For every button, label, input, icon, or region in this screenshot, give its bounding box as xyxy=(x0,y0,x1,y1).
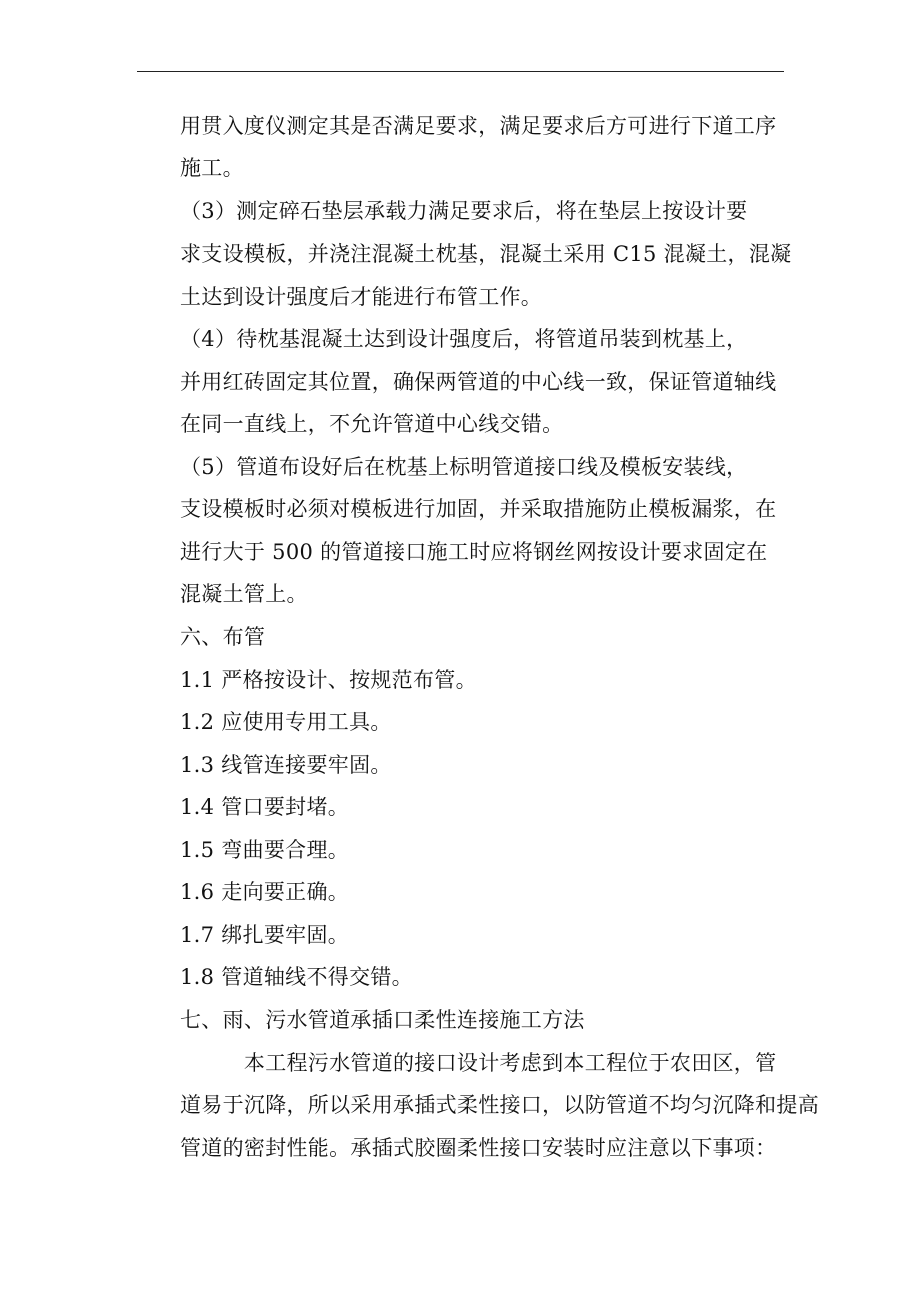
text-line: 支设模板时必须对模板进行加固，并采取措施防止模板漏浆，在 xyxy=(180,497,777,521)
paragraph-5-line: （5）管道布设好后在枕基上标明管道接口线及模板安装线， xyxy=(180,455,748,479)
list-item: 1.6 走向要正确。 xyxy=(180,880,350,904)
text-line: 求支设模板，并浇注混凝土枕基，混凝土采用 C15 混凝土，混凝 xyxy=(180,242,792,266)
list-item: 1.2 应使用专用工具。 xyxy=(180,710,392,734)
paragraph-line: 本工程污水管道的接口设计考虑到本工程位于农田区，管 xyxy=(180,1051,777,1075)
text-line: 施工。 xyxy=(180,156,244,180)
header-rule xyxy=(137,71,784,72)
section-heading: 七、雨、污水管道承插口柔性连接施工方法 xyxy=(180,1008,585,1032)
list-item: 1.1 严格按设计、按规范布管。 xyxy=(180,668,477,692)
text-line: 在同一直线上，不允许管道中心线交错。 xyxy=(180,412,564,436)
paragraph-3-line: （3）测定碎石垫层承载力满足要求后，将在垫层上按设计要 xyxy=(180,199,748,223)
list-item: 1.7 绑扎要牢固。 xyxy=(180,923,350,947)
paragraph-line: 道易于沉降，所以采用承插式柔性接口，以防管道不均匀沉降和提高 xyxy=(180,1093,819,1117)
list-item: 1.4 管口要封堵。 xyxy=(180,795,350,819)
list-item: 1.8 管道轴线不得交错。 xyxy=(180,965,413,989)
text-line: 混凝土管上。 xyxy=(180,582,308,606)
paragraph-line: 管道的密封性能。承插式胶圈柔性接口安装时应注意以下事项： xyxy=(180,1136,777,1160)
text-line: 用贯入度仪测定其是否满足要求，满足要求后方可进行下道工序 xyxy=(180,114,777,138)
text-line: 进行大于 500 的管道接口施工时应将钢丝网按设计要求固定在 xyxy=(180,540,768,564)
list-item: 1.5 弯曲要合理。 xyxy=(180,838,350,862)
text-line: 并用红砖固定其位置，确保两管道的中心线一致，保证管道轴线 xyxy=(180,370,777,394)
list-item: 1.3 线管连接要牢固。 xyxy=(180,753,392,777)
section-heading: 六、布管 xyxy=(180,625,266,649)
text-line: 土达到设计强度后才能进行布管工作。 xyxy=(180,285,543,309)
paragraph-4-line: （4）待枕基混凝土达到设计强度后，将管道吊装到枕基上， xyxy=(180,327,748,351)
